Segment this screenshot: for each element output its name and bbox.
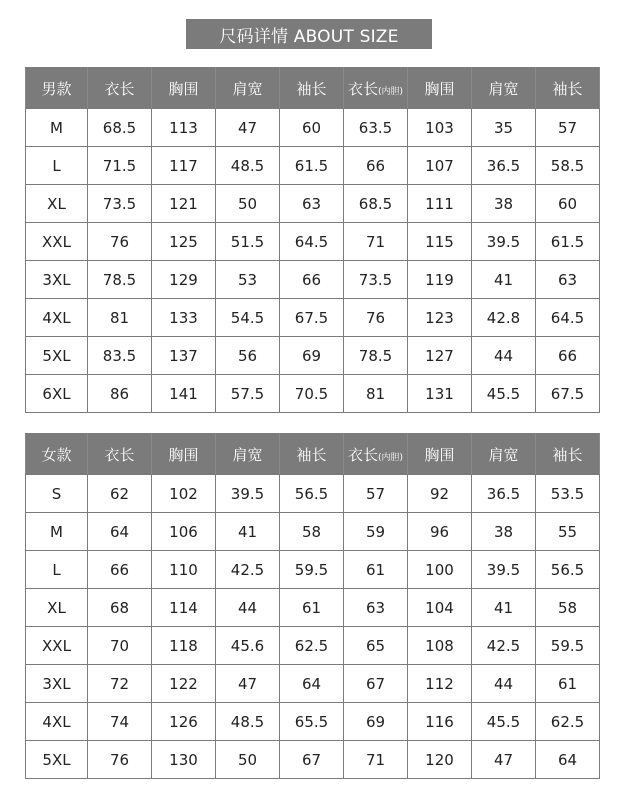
- measurement-cell: 107: [408, 147, 472, 185]
- measurement-cell: 113: [152, 109, 216, 147]
- measurement-cell: 67: [280, 741, 344, 779]
- size-label-cell: L: [26, 551, 88, 589]
- measurement-cell: 62.5: [280, 627, 344, 665]
- measurement-cell: 50: [216, 185, 280, 223]
- measurement-cell: 56: [216, 337, 280, 375]
- measurement-cell: 117: [152, 147, 216, 185]
- measurement-cell: 53: [216, 261, 280, 299]
- measurement-cell: 51.5: [216, 223, 280, 261]
- column-header: [344, 68, 408, 109]
- table-row: [26, 375, 600, 413]
- table-row: [26, 627, 600, 665]
- measurement-cell: 96: [408, 513, 472, 551]
- measurement-cell: 121: [152, 185, 216, 223]
- size-label-cell: 5XL: [26, 337, 88, 375]
- measurement-cell: 69: [344, 703, 408, 741]
- table-row: [26, 223, 600, 261]
- measurement-cell: 141: [152, 375, 216, 413]
- column-header: [472, 434, 536, 475]
- table-row: [26, 703, 600, 741]
- measurement-cell: 73.5: [344, 261, 408, 299]
- measurement-cell: 68: [88, 589, 152, 627]
- column-header: [536, 434, 600, 475]
- size-label-cell: 5XL: [26, 741, 88, 779]
- measurement-cell: 64: [536, 741, 600, 779]
- measurement-cell: 61: [536, 665, 600, 703]
- measurement-cell: 103: [408, 109, 472, 147]
- measurement-cell: 69: [280, 337, 344, 375]
- measurement-cell: 111: [408, 185, 472, 223]
- measurement-cell: 81: [88, 299, 152, 337]
- measurement-cell: 39.5: [472, 551, 536, 589]
- column-header: [216, 68, 280, 109]
- table-header-row: [26, 434, 600, 475]
- measurement-cell: 61: [280, 589, 344, 627]
- measurement-cell: 114: [152, 589, 216, 627]
- measurement-cell: 67: [344, 665, 408, 703]
- measurement-cell: 56.5: [280, 475, 344, 513]
- measurement-cell: 78.5: [344, 337, 408, 375]
- page-title: 尺码详情 ABOUT SIZE: [186, 19, 432, 49]
- measurement-cell: 47: [216, 665, 280, 703]
- measurement-cell: 38: [472, 185, 536, 223]
- size-label-cell: S: [26, 475, 88, 513]
- measurement-cell: 57.5: [216, 375, 280, 413]
- measurement-cell: 64: [280, 665, 344, 703]
- measurement-cell: 47: [216, 109, 280, 147]
- measurement-cell: 70.5: [280, 375, 344, 413]
- column-header-label: 肩宽: [488, 445, 519, 464]
- women-size-table: [25, 433, 600, 779]
- measurement-cell: 58: [536, 589, 600, 627]
- measurement-cell: 126: [152, 703, 216, 741]
- measurement-cell: 39.5: [472, 223, 536, 261]
- measurement-cell: 81: [344, 375, 408, 413]
- table-row: [26, 299, 600, 337]
- measurement-cell: 62.5: [536, 703, 600, 741]
- measurement-cell: 73.5: [88, 185, 152, 223]
- column-header-label: 男款: [41, 79, 72, 98]
- column-header: [408, 434, 472, 475]
- column-header: [472, 68, 536, 109]
- column-header: [344, 434, 408, 475]
- measurement-cell: 66: [88, 551, 152, 589]
- measurement-cell: 55: [536, 513, 600, 551]
- column-header: [88, 68, 152, 109]
- measurement-cell: 63: [536, 261, 600, 299]
- measurement-cell: 54.5: [216, 299, 280, 337]
- measurement-cell: 125: [152, 223, 216, 261]
- measurement-cell: 86: [88, 375, 152, 413]
- measurement-cell: 67.5: [536, 375, 600, 413]
- column-header-label: 肩宽: [488, 79, 519, 98]
- measurement-cell: 62: [88, 475, 152, 513]
- measurement-cell: 70: [88, 627, 152, 665]
- size-label-cell: XL: [26, 589, 88, 627]
- measurement-cell: 123: [408, 299, 472, 337]
- column-header-label: 衣长: [347, 79, 378, 98]
- measurement-cell: 112: [408, 665, 472, 703]
- table-row: [26, 513, 600, 551]
- measurement-cell: 64: [88, 513, 152, 551]
- measurement-cell: 116: [408, 703, 472, 741]
- size-label-cell: 4XL: [26, 299, 88, 337]
- column-header-label: 胸围: [424, 79, 455, 98]
- measurement-cell: 66: [536, 337, 600, 375]
- measurement-cell: 61.5: [280, 147, 344, 185]
- men-size-table: [25, 67, 600, 413]
- inner-lining-note: (内胆): [377, 452, 404, 463]
- measurement-cell: 67.5: [280, 299, 344, 337]
- measurement-cell: 59.5: [536, 627, 600, 665]
- column-header: [26, 434, 88, 475]
- measurement-cell: 41: [472, 589, 536, 627]
- measurement-cell: 63.5: [344, 109, 408, 147]
- measurement-cell: 36.5: [472, 475, 536, 513]
- measurement-cell: 122: [152, 665, 216, 703]
- measurement-cell: 64.5: [280, 223, 344, 261]
- measurement-cell: 66: [344, 147, 408, 185]
- measurement-cell: 38: [472, 513, 536, 551]
- measurement-cell: 76: [88, 741, 152, 779]
- column-header-label: 肩宽: [232, 79, 263, 98]
- size-label-cell: 4XL: [26, 703, 88, 741]
- size-label-cell: 6XL: [26, 375, 88, 413]
- measurement-cell: 35: [472, 109, 536, 147]
- size-label-cell: XL: [26, 185, 88, 223]
- column-header: [280, 68, 344, 109]
- measurement-cell: 45.5: [472, 703, 536, 741]
- table-row: [26, 109, 600, 147]
- measurement-cell: 102: [152, 475, 216, 513]
- measurement-cell: 45.6: [216, 627, 280, 665]
- table-row: [26, 665, 600, 703]
- measurement-cell: 48.5: [216, 147, 280, 185]
- measurement-cell: 72: [88, 665, 152, 703]
- measurement-cell: 39.5: [216, 475, 280, 513]
- measurement-cell: 36.5: [472, 147, 536, 185]
- table-row: [26, 741, 600, 779]
- measurement-cell: 42.8: [472, 299, 536, 337]
- column-header: [408, 68, 472, 109]
- measurement-cell: 110: [152, 551, 216, 589]
- column-header-label: 胸围: [168, 79, 199, 98]
- measurement-cell: 131: [408, 375, 472, 413]
- measurement-cell: 61.5: [536, 223, 600, 261]
- measurement-cell: 57: [344, 475, 408, 513]
- measurement-cell: 42.5: [472, 627, 536, 665]
- measurement-cell: 137: [152, 337, 216, 375]
- column-header: [88, 434, 152, 475]
- column-header: [152, 68, 216, 109]
- measurement-cell: 47: [472, 741, 536, 779]
- measurement-cell: 92: [408, 475, 472, 513]
- measurement-cell: 106: [152, 513, 216, 551]
- measurement-cell: 44: [472, 337, 536, 375]
- measurement-cell: 133: [152, 299, 216, 337]
- size-label-cell: M: [26, 109, 88, 147]
- measurement-cell: 44: [216, 589, 280, 627]
- measurement-cell: 119: [408, 261, 472, 299]
- measurement-cell: 74: [88, 703, 152, 741]
- measurement-cell: 58.5: [536, 147, 600, 185]
- measurement-cell: 71: [344, 223, 408, 261]
- column-header-label: 衣长: [347, 445, 378, 464]
- measurement-cell: 42.5: [216, 551, 280, 589]
- column-header-label: 胸围: [168, 445, 199, 464]
- measurement-cell: 100: [408, 551, 472, 589]
- table-row: [26, 185, 600, 223]
- measurement-cell: 44: [472, 665, 536, 703]
- column-header-label: 袖长: [296, 79, 327, 98]
- measurement-cell: 76: [88, 223, 152, 261]
- measurement-cell: 115: [408, 223, 472, 261]
- column-header: [536, 68, 600, 109]
- column-header: [152, 434, 216, 475]
- column-header-label: 袖长: [296, 445, 327, 464]
- measurement-cell: 65.5: [280, 703, 344, 741]
- measurement-cell: 71: [344, 741, 408, 779]
- column-header-label: 胸围: [424, 445, 455, 464]
- measurement-cell: 66: [280, 261, 344, 299]
- table-row: [26, 475, 600, 513]
- measurement-cell: 127: [408, 337, 472, 375]
- measurement-cell: 59: [344, 513, 408, 551]
- measurement-cell: 83.5: [88, 337, 152, 375]
- measurement-cell: 65: [344, 627, 408, 665]
- measurement-cell: 41: [472, 261, 536, 299]
- measurement-cell: 50: [216, 741, 280, 779]
- column-header-label: 衣长: [104, 79, 135, 98]
- measurement-cell: 63: [280, 185, 344, 223]
- measurement-cell: 45.5: [472, 375, 536, 413]
- measurement-cell: 104: [408, 589, 472, 627]
- table-header-row: [26, 68, 600, 109]
- measurement-cell: 57: [536, 109, 600, 147]
- column-header-label: 袖长: [552, 445, 583, 464]
- table-row: [26, 589, 600, 627]
- table-row: [26, 337, 600, 375]
- measurement-cell: 120: [408, 741, 472, 779]
- table-row: [26, 147, 600, 185]
- column-header: [26, 68, 88, 109]
- measurement-cell: 78.5: [88, 261, 152, 299]
- measurement-cell: 68.5: [88, 109, 152, 147]
- column-header: [216, 434, 280, 475]
- column-header-label: 袖长: [552, 79, 583, 98]
- measurement-cell: 129: [152, 261, 216, 299]
- measurement-cell: 53.5: [536, 475, 600, 513]
- size-label-cell: 3XL: [26, 665, 88, 703]
- measurement-cell: 48.5: [216, 703, 280, 741]
- column-header-label: 女款: [41, 445, 72, 464]
- measurement-cell: 60: [536, 185, 600, 223]
- measurement-cell: 118: [152, 627, 216, 665]
- column-header-label: 衣长: [104, 445, 135, 464]
- measurement-cell: 71.5: [88, 147, 152, 185]
- measurement-cell: 64.5: [536, 299, 600, 337]
- measurement-cell: 60: [280, 109, 344, 147]
- measurement-cell: 108: [408, 627, 472, 665]
- measurement-cell: 63: [344, 589, 408, 627]
- column-header-label: 肩宽: [232, 445, 263, 464]
- size-label-cell: M: [26, 513, 88, 551]
- measurement-cell: 56.5: [536, 551, 600, 589]
- measurement-cell: 41: [216, 513, 280, 551]
- measurement-cell: 76: [344, 299, 408, 337]
- inner-lining-note: (内胆): [377, 86, 404, 97]
- column-header: [280, 434, 344, 475]
- size-label-cell: L: [26, 147, 88, 185]
- measurement-cell: 61: [344, 551, 408, 589]
- table-row: [26, 261, 600, 299]
- measurement-cell: 130: [152, 741, 216, 779]
- size-label-cell: XXL: [26, 627, 88, 665]
- measurement-cell: 59.5: [280, 551, 344, 589]
- measurement-cell: 58: [280, 513, 344, 551]
- size-label-cell: XXL: [26, 223, 88, 261]
- size-label-cell: 3XL: [26, 261, 88, 299]
- measurement-cell: 68.5: [344, 185, 408, 223]
- table-row: [26, 551, 600, 589]
